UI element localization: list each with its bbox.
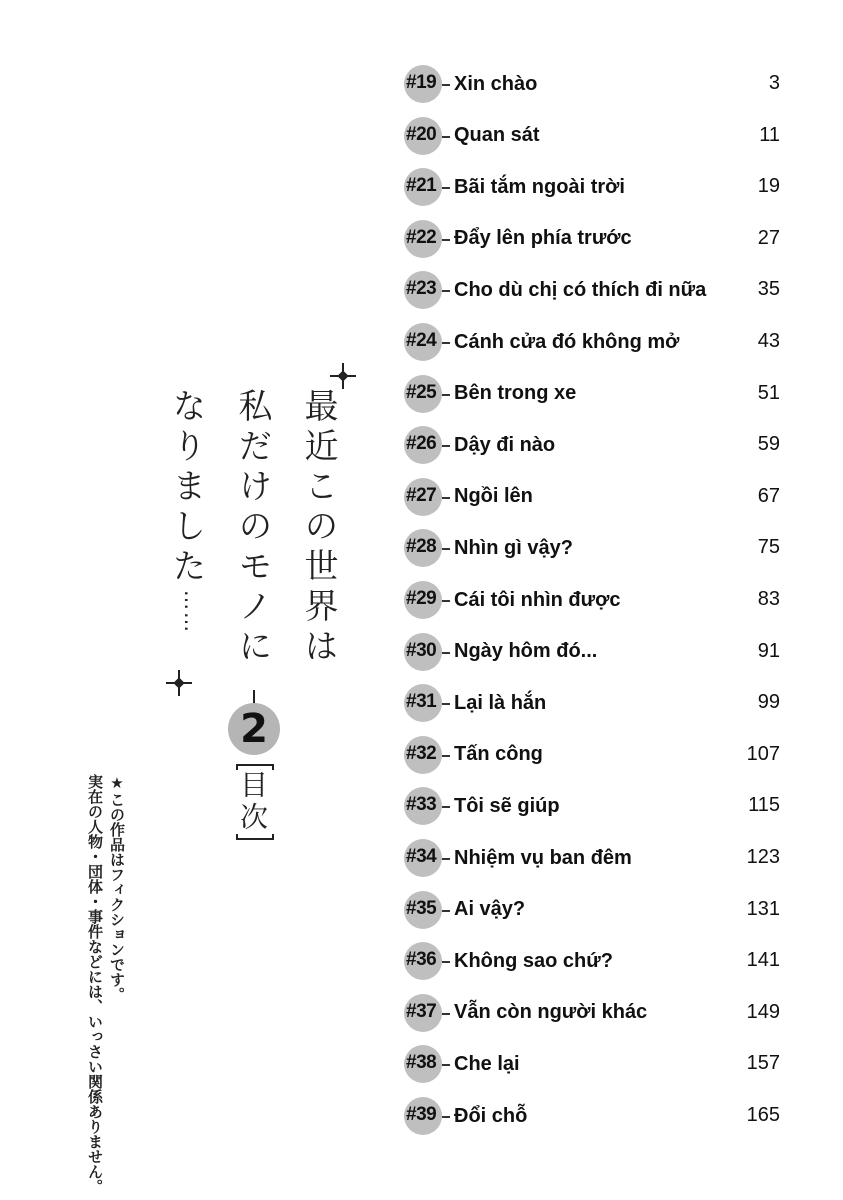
chapter-number: #33	[406, 794, 437, 816]
chapter-page-number: 11	[759, 123, 780, 146]
chapter-page-number: 75	[757, 536, 780, 559]
chapter-title: Tấn công	[454, 743, 543, 766]
chapter-number: #23	[406, 278, 437, 300]
disclaimer-line-2: 実在の人物・団体・事件などには、いっさい関係ありません。	[86, 774, 104, 1194]
chapter-number: #24	[406, 330, 437, 351]
chapter-title: Đẩy lên phía trước	[454, 227, 632, 250]
chapter-number: #21	[406, 175, 437, 197]
chapter-row[interactable]	[404, 477, 784, 517]
chapter-title: Dậy đi nào	[454, 433, 556, 456]
chapter-number: #26	[406, 433, 437, 455]
chapter-number-badge	[404, 426, 442, 464]
chapter-number-badge	[404, 633, 442, 671]
sparkle-icon	[166, 670, 192, 696]
chapter-number: #32	[406, 742, 437, 764]
chapter-page-number: 51	[757, 381, 780, 404]
chapter-number-badge	[404, 684, 442, 722]
chapter-number: #35	[406, 897, 437, 919]
chapter-title: Bãi tắm ngoài trời	[454, 175, 625, 198]
chapter-row[interactable]	[404, 116, 784, 156]
chapter-number-badge	[404, 787, 442, 825]
chapter-row[interactable]	[404, 374, 784, 414]
chapter-number-badge	[404, 994, 442, 1032]
chapter-number-badge	[404, 942, 442, 980]
chapter-page-number: 107	[746, 742, 780, 765]
chapter-title: Tôi sẽ giúp	[454, 794, 560, 817]
chapter-title: Không sao chứ?	[454, 949, 613, 972]
chapter-title: Ngồi lên	[454, 485, 533, 508]
chapter-number-badge	[404, 736, 442, 774]
chapter-page-number: 3	[768, 72, 780, 94]
chapter-number: #29	[406, 588, 437, 609]
chapter-number-badge	[404, 220, 442, 258]
chapter-number-badge	[404, 478, 442, 516]
chapter-page-number: 141	[746, 949, 780, 972]
chapter-page-number: 91	[757, 639, 780, 662]
chapter-title: Đổi chỗ	[454, 1104, 528, 1127]
chapter-number-badge	[404, 581, 442, 619]
chapter-page-number: 115	[748, 794, 780, 817]
title-line-1: 最近この世界は	[298, 388, 338, 668]
chapter-page-number: 123	[746, 846, 780, 868]
chapter-number: #34	[406, 846, 437, 867]
chapter-row[interactable]	[404, 735, 784, 775]
chapter-page-number: 149	[746, 1000, 780, 1023]
chapter-row[interactable]	[404, 270, 784, 310]
chapter-row[interactable]	[404, 64, 784, 104]
chapter-row[interactable]	[404, 167, 784, 207]
chapter-number: #28	[406, 536, 437, 558]
chapter-title: Vẫn còn người khác	[454, 1001, 648, 1024]
chapter-title: Quan sát	[454, 124, 540, 147]
chapter-title: Bên trong xe	[454, 382, 577, 405]
chapter-number-badge	[404, 529, 442, 567]
chapter-number-badge	[404, 375, 442, 413]
chapter-number-badge	[404, 1045, 442, 1083]
chapter-number-badge	[404, 1097, 442, 1135]
chapter-row[interactable]	[404, 941, 784, 981]
chapter-title: Ngày hôm đó...	[454, 640, 598, 663]
chapter-row[interactable]	[404, 890, 784, 930]
chapter-page-number: 27	[757, 226, 780, 249]
chapter-number: #31	[406, 691, 437, 713]
chapter-number-badge	[404, 117, 442, 155]
chapter-page-number: 157	[746, 1052, 780, 1075]
chapter-row[interactable]	[404, 425, 784, 465]
chapter-title: Ai vậy?	[454, 898, 526, 921]
chapter-number: #30	[406, 639, 437, 661]
chapter-number: #20	[406, 123, 437, 145]
chapter-number-badge	[404, 65, 442, 103]
chapter-page-number: 35	[757, 278, 780, 301]
chapter-title: Nhìn gì vậy?	[454, 536, 573, 559]
chapter-row[interactable]	[404, 322, 784, 362]
chapter-number: #19	[406, 72, 437, 93]
chapter-title: Nhiệm vụ ban đêm	[454, 846, 632, 869]
chapter-number-badge	[404, 891, 442, 929]
chapter-row[interactable]	[404, 838, 784, 878]
chapter-number: #39	[406, 1104, 437, 1125]
chapter-row[interactable]	[404, 993, 784, 1033]
chapter-row[interactable]	[404, 528, 784, 568]
chapter-page-number: 59	[757, 433, 780, 456]
chapter-row[interactable]	[404, 786, 784, 826]
title-line-2: 私だけのモノに	[232, 388, 272, 668]
chapter-title: Cái tôi nhìn được	[454, 588, 621, 611]
chapter-row[interactable]	[404, 580, 784, 620]
chapter-number-badge	[404, 271, 442, 309]
chapter-page-number: 83	[757, 588, 780, 610]
fiction-disclaimer	[84, 774, 128, 1194]
chapter-number-badge	[404, 839, 442, 877]
chapter-title: Che lại	[454, 1052, 520, 1075]
toc-heading: 目次	[232, 770, 272, 834]
chapter-row[interactable]	[404, 632, 784, 672]
chapter-number: #25	[406, 381, 437, 403]
chapter-number: #36	[406, 949, 437, 971]
chapter-title: Cho dù chị có thích đi nữa	[454, 278, 707, 301]
sparkle-icon	[330, 363, 356, 389]
chapter-title: Lại là hắn	[454, 691, 547, 714]
chapter-page-number: 43	[757, 330, 780, 352]
chapter-number: #37	[406, 1000, 437, 1022]
volume-number-badge: 2	[228, 703, 280, 755]
chapter-page-number: 131	[746, 897, 780, 920]
chapter-number-badge	[404, 323, 442, 361]
chapter-row[interactable]	[404, 683, 784, 723]
chapter-row[interactable]	[404, 1044, 784, 1084]
chapter-page-number: 165	[746, 1104, 780, 1126]
chapter-number: #27	[406, 484, 437, 506]
chapter-row[interactable]	[404, 1096, 784, 1136]
title-line-3: なりました	[166, 388, 206, 588]
chapter-page-number: 19	[757, 175, 780, 198]
chapter-page-number: 99	[757, 691, 780, 714]
chapter-row[interactable]	[404, 219, 784, 259]
chapter-number: #22	[406, 226, 437, 248]
chapter-title: Cánh cửa đó không mở	[454, 330, 680, 353]
chapter-number-badge	[404, 168, 442, 206]
title-ellipsis: ……	[180, 590, 204, 634]
chapter-number: #38	[406, 1052, 437, 1074]
chapter-title: Xin chào	[454, 72, 538, 95]
disclaimer-line-1: ★この作品はフィクションです。	[108, 774, 126, 1002]
chapter-page-number: 67	[757, 484, 780, 507]
